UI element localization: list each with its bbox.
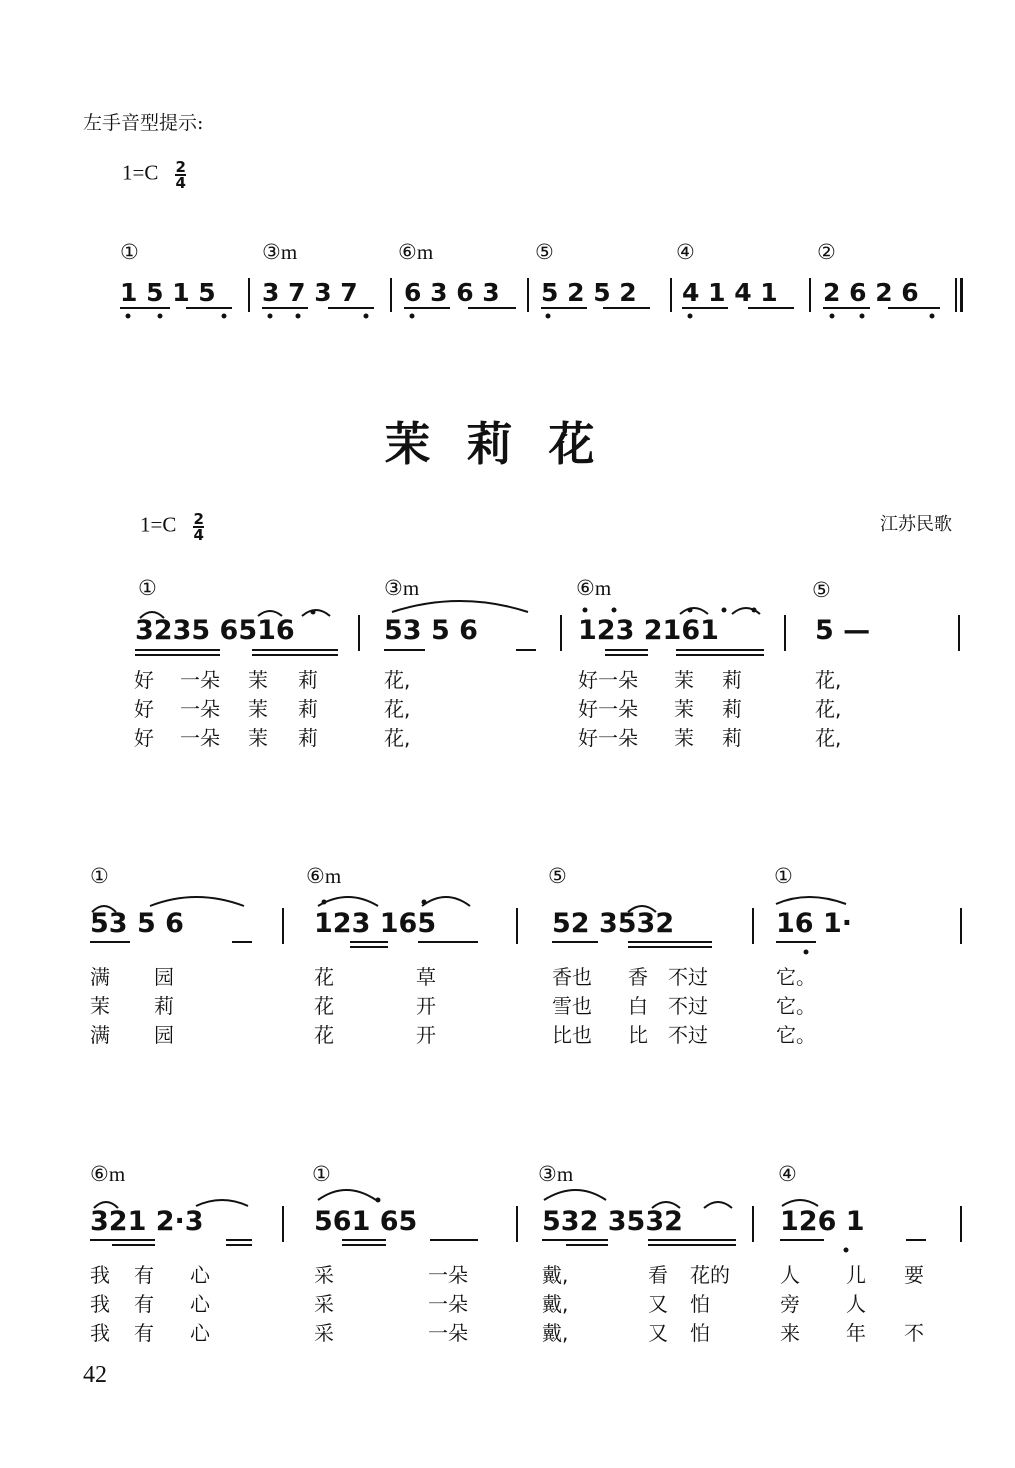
lyric: 要 [904,1263,924,1287]
lyric: 茉 [248,726,268,750]
top-measure-6: 2 6 2 6 [823,278,919,307]
lyric: 一朵 [180,697,220,721]
song-title: 茉莉花 [384,417,631,471]
lyric: 看 [648,1263,668,1287]
line2-chord-1: ① [90,864,109,888]
line2-measure-3: 52 3532 [552,908,675,939]
lyric: 不过 [668,1023,708,1047]
top-chord-1: ① [120,240,139,264]
lyric: 旁 [780,1292,800,1316]
top-measure-4: 5 2 5 2 [541,278,637,307]
lyric: 花 [314,965,334,989]
lyric: 莉 [298,726,318,750]
barline [784,615,786,651]
lyric: 有 [134,1321,154,1345]
lyric: 茉 [674,697,694,721]
line2-chord-3: ⑤ [548,864,567,888]
lyric: 人 [846,1292,866,1316]
song-source: 江苏民歌 [880,514,952,535]
lyric: 戴, [542,1321,569,1345]
lyric: 草 [416,965,436,989]
lyric: 不过 [668,965,708,989]
barline [560,615,562,651]
barline [752,1206,754,1242]
lyric: 莉 [298,697,318,721]
line3-measure-4: 126 1 [780,1206,865,1237]
lyric: 园 [154,965,174,989]
lyric: 满 [90,1023,110,1047]
lyric: 怕 [690,1292,710,1316]
top-chord-4: ⑤ [535,240,554,264]
lyric: 花, [815,668,842,692]
line2-chord-2: ⑥m [306,864,342,888]
lyric: 心 [190,1263,210,1287]
line1-measure-2: 53 5 6 [384,615,478,646]
lyric: 一朵 [180,668,220,692]
lyric: 又 [648,1321,668,1345]
lyric: 有 [134,1263,154,1287]
lyric: 园 [154,1023,174,1047]
lyric: 人 [780,1263,800,1287]
lyric: 花, [815,726,842,750]
lyric: 儿 [846,1263,866,1287]
line3-measure-3: 532 3532 [542,1206,683,1237]
lyric: 好 [134,668,154,692]
lyric: 一朵 [428,1321,468,1345]
lyric: 茉 [248,668,268,692]
lyric: 茉 [674,668,694,692]
top-measure-2: 3 7 3 7 [262,278,358,307]
lyric: 好一朵 [578,668,638,692]
line3-chord-3: ③m [538,1162,574,1186]
song-key: 1=C [140,512,177,537]
lyric: 开 [416,1023,436,1047]
page-number: 42 [83,1362,107,1388]
lyric: 好 [134,697,154,721]
song-key-signature [140,512,204,542]
lyric: 一朵 [180,726,220,750]
lyric: 满 [90,965,110,989]
line1-chord-3: ⑥m [576,576,612,600]
lyric: 香也 [552,965,592,989]
lyric: 莉 [298,668,318,692]
lyric: 它。 [776,1023,816,1047]
lyric: 一朵 [428,1292,468,1316]
top-ts-den: 4 [175,174,186,192]
lyric: 好一朵 [578,726,638,750]
lyric: 花, [384,668,411,692]
lyric: 我 [90,1292,110,1316]
barline [960,1206,962,1242]
barline [958,615,960,651]
lyric: 怕 [690,1321,710,1345]
lyric: 不过 [668,994,708,1018]
line3-chord-2: ① [312,1162,331,1186]
lyric: 年 [846,1321,866,1345]
lyric: 我 [90,1263,110,1287]
line3-measure-2: 561 65 [314,1206,418,1237]
lyric: 戴, [542,1292,569,1316]
line1-measure-4: 5 — [815,615,871,646]
lyric: 又 [648,1292,668,1316]
lyric: 茉 [90,994,110,1018]
line1-chord-2: ③m [384,576,420,600]
line1-chord-1: ① [138,576,157,600]
top-measure-3: 6 3 6 3 [404,278,500,307]
lyric: 我 [90,1321,110,1345]
lyric: 莉 [722,726,742,750]
lyric: 开 [416,994,436,1018]
lyric: 花 [314,1023,334,1047]
lyric: 有 [134,1292,154,1316]
lyric: 它。 [776,965,816,989]
lyric: 采 [314,1263,334,1287]
lyric: 心 [190,1321,210,1345]
top-measure-1: 1 5 1 5 [120,278,216,307]
lyric: 茉 [248,697,268,721]
line1-chord-4: ⑤ [812,578,831,602]
line3-measure-1: 321 2·3 [90,1206,204,1237]
song-ts-num: 2 [193,510,204,528]
line3-chord-4: ④ [778,1162,797,1186]
lyric: 白 [628,994,648,1018]
barline [516,1206,518,1242]
lyric: 它。 [776,994,816,1018]
song-ts-den: 4 [193,526,204,544]
barline [516,908,518,944]
line1-measure-3: 123 2161 [578,615,719,646]
lyric: 不 [904,1321,924,1345]
lyric: 花, [384,726,411,750]
lyric: 莉 [722,668,742,692]
barline [752,908,754,944]
lyric: 雪也 [552,994,592,1018]
lyric: 戴, [542,1263,569,1287]
lyric: 香 [628,965,648,989]
line2-measure-2: 123 165 [314,908,437,939]
lyric: 比也 [552,1023,592,1047]
lyric: 心 [190,1292,210,1316]
lyric: 采 [314,1292,334,1316]
lyric: 莉 [722,697,742,721]
line2-chord-4: ① [774,864,793,888]
song-time-signature [193,512,203,542]
line1-measure-1: 3235 6516 [135,615,295,646]
lyric: 花, [815,697,842,721]
top-ts-num: 2 [175,158,186,176]
lyric: 花 [314,994,334,1018]
top-chord-5: ④ [676,240,695,264]
lyric: 来 [780,1321,800,1345]
top-chord-3: ⑥m [398,240,434,264]
lyric: 花, [384,697,411,721]
barline [960,908,962,944]
barline [282,1206,284,1242]
barline [282,908,284,944]
barline [358,615,360,651]
lyric: 好 [134,726,154,750]
lyric: 茉 [674,726,694,750]
top-measure-5: 4 1 4 1 [682,278,778,307]
lyric: 花的 [690,1263,730,1287]
lyric: 采 [314,1321,334,1345]
top-key: 1=C [122,160,159,185]
top-chord-2: ③m [262,240,298,264]
line2-measure-1: 53 5 6 [90,908,184,939]
line2-measure-4: 16 1· [776,908,853,939]
lyric: 好一朵 [578,697,638,721]
lyric: 莉 [154,994,174,1018]
line3-chord-1: ⑥m [90,1162,126,1186]
top-chord-6: ② [817,240,836,264]
lyric: 比 [628,1023,648,1047]
lyric: 一朵 [428,1263,468,1287]
fingering-hint-label: 左手音型提示: [83,112,204,134]
